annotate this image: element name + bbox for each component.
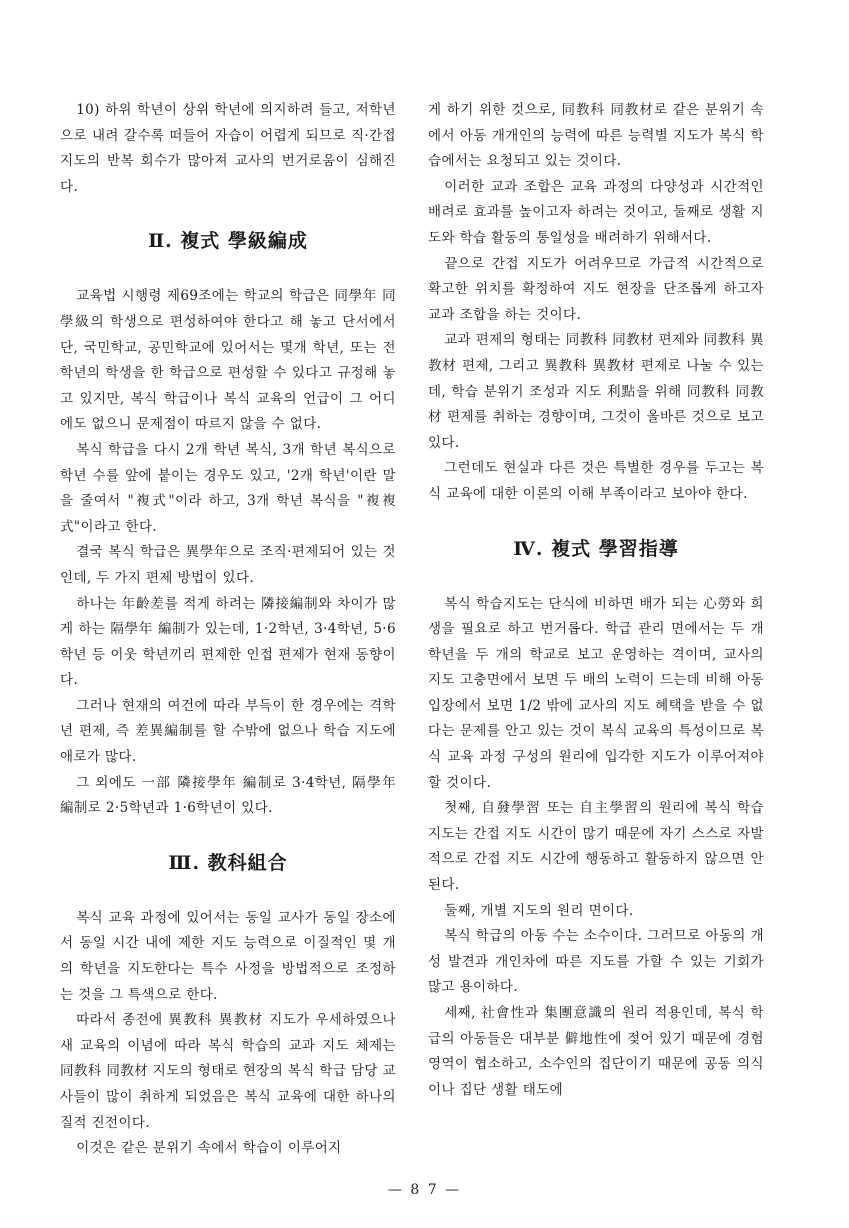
paragraph: 교육법 시행령 제69조에는 학교의 학급은 同學年 同學級의 학생으로 편성하여야 한다고 해 놓고 단서에서 단, 국민학교, 공민학교에 있어서는 몇개 학년, 또는 전학년의 학생을 한 학급으로 편성할 수 있다고 규정해 놓고 있지만, 복식 학급이나 복식 교육의 언급이 그 어디에도 없으니 문제점이 따르지 않을 수 없다.	[60, 288, 396, 433]
section-heading-4: Ⅳ. 複式 學習指導	[513, 537, 679, 560]
page-number: — 8 7 —	[387, 1182, 462, 1198]
left-column	[60, 98, 396, 1162]
paragraph: 둘째, 개별 지도의 원리 면이다.	[444, 902, 634, 919]
paragraph: 그런데도 현실과 다른 것은 특별한 경우를 두고는 복식 교육에 대한 이론의 이해 부족이라고 보아야 한다.	[428, 460, 764, 502]
paragraph: 따라서 종전에 異教科 異教材 지도가 우세하였으나 새 교육의 이념에 따라 복식 학습의 교과 지도 체제는 同教科 同教材 지도의 형태로 현장의 복식 학급 담당 교사들이 많이 취하게 되었음은 복식 교육에 대한 하나의 질적 진전이다.	[60, 1012, 396, 1131]
paragraph: 그러나 현재의 여건에 따라 부득이 한 경우에는 격학년 편제, 즉 差異編制를 할 수밖에 없으나 학습 지도에 애로가 많다.	[60, 697, 396, 766]
paragraph: 복식 교육 과정에 있어서는 동일 교사가 동일 장소에서 동일 시간 내에 제한 지도 능력으로 이질적인 몇 개의 학년을 지도한다는 특수 사정을 방법적으로 조정하는 것을 그 특색으로 한다.	[60, 909, 396, 1003]
paragraph: 교과 편제의 형태는 同教科 同教材 편제와 同教科 異教材 편제, 그리고 異教科 異教材 편제로 나눌 수 있는데, 학습 분위기 조성과 지도 利點을 위해 同教科 同教材 편제를 취하는 경향이며, 그것이 올바른 것으로 보고 있다.	[428, 332, 764, 451]
paragraph: 복식 학급을 다시 2개 학년 복식, 3개 학년 복식으로 학년 수를 앞에 붙이는 경우도 있고, '2개 학년'이란 말을 줄여서 "複式"이라 하고, 3개 학년 복식을 "複複式"이라고 한다.	[60, 441, 396, 535]
paragraph: 복식 학급의 아동 수는 소수이다. 그러므로 아동의 개성 발견과 개인차에 따른 지도를 가할 수 있는 기회가 많고 용이하다.	[428, 928, 764, 996]
section-heading-2: Ⅱ. 複式 學級編成	[148, 230, 308, 253]
paragraph: 세째, 社會性과 集團意識의 원리 적용인데, 복식 학급의 아동들은 대부분 僻地性에 젖어 있기 때문에 경험 영역이 협소하고, 소수인의 집단이기 때문에 공동 의식이나 집단 생활 태도에	[428, 1005, 764, 1098]
paragraph: 첫째, 自發學習 또는 自主學習의 원리에 복식 학습 지도는 간접 지도 시간이 많기 때문에 자기 스스로 자발적으로 간접 지도 시간에 행동하고 활동하지 않으면 안 된다.	[428, 800, 764, 894]
right-column	[428, 98, 764, 1103]
paragraph: 10) 하위 학년이 상위 학년에 의지하려 들고, 저학년으로 내려 갈수록 떠들어 자습이 어렵게 되므로 직·간접 지도의 반복 회수가 많아져 교사의 번거로움이 심해진다.	[60, 102, 396, 195]
paragraph: 그 외에도 一部 隣接學年 編制로 3·4학년, 隔學年 編制로 2·5학년과 1·6학년이 있다.	[60, 774, 396, 817]
paragraph: 복식 학습지도는 단식에 비하면 배가 되는 心勞와 희생을 필요로 하고 번거롭다. 학급 관리 면에서는 두 개 학년을 두 개의 학교로 보고 운영하는 격이며, 교사의 지도 고충면에서 보면 두 배의 노력이 드는데 비해 아동 입장에서 보면 1/2 밖에 교사의 지도 혜택을 받을 수 없다는 문제를 안고 있는 것이 복식 교육의 특성이므로 복식 교육 과정 구성의 원리에 입각한 지도가 이루어져야 할 것이다.	[428, 595, 764, 791]
section-heading-3: Ⅲ. 教科組合	[168, 851, 288, 874]
paragraph: 결국 복식 학급은 異學年으로 조직·편제되어 있는 것인데, 두 가지 편제 방법이 있다.	[60, 544, 396, 586]
paragraph: 이러한 교과 조합은 교육 과정의 다양성과 시간적인 배려로 효과를 높이고자 하려는 것이고, 둘째로 생활 지도와 학습 활동의 통일성을 배려하기 위해서다.	[428, 178, 764, 246]
paragraph: 끝으로 간접 지도가 어려우므로 가급적 시간적으로 확고한 위치를 확정하여 지도 현장을 단조롭게 하고자 교과 조합을 하는 것이다.	[428, 255, 764, 323]
paragraph: 하나는 年齡差를 적게 하려는 隣接編制와 차이가 많게 하는 隔學年 編制가 있는데, 1·2학년, 3·4학년, 5·6학년 등 이웃 학년끼리 편제한 인접 편제가 현재 동향이다.	[60, 595, 396, 689]
paragraph: 게 하기 위한 것으로, 同教科 同教材로 같은 분위기 속에서 아동 개개인의 능력에 따른 능력별 지도가 복식 학습에서는 요청되고 있는 것이다.	[428, 102, 764, 170]
paragraph: 이것은 같은 분위기 속에서 학습이 이루어지	[76, 1140, 342, 1157]
